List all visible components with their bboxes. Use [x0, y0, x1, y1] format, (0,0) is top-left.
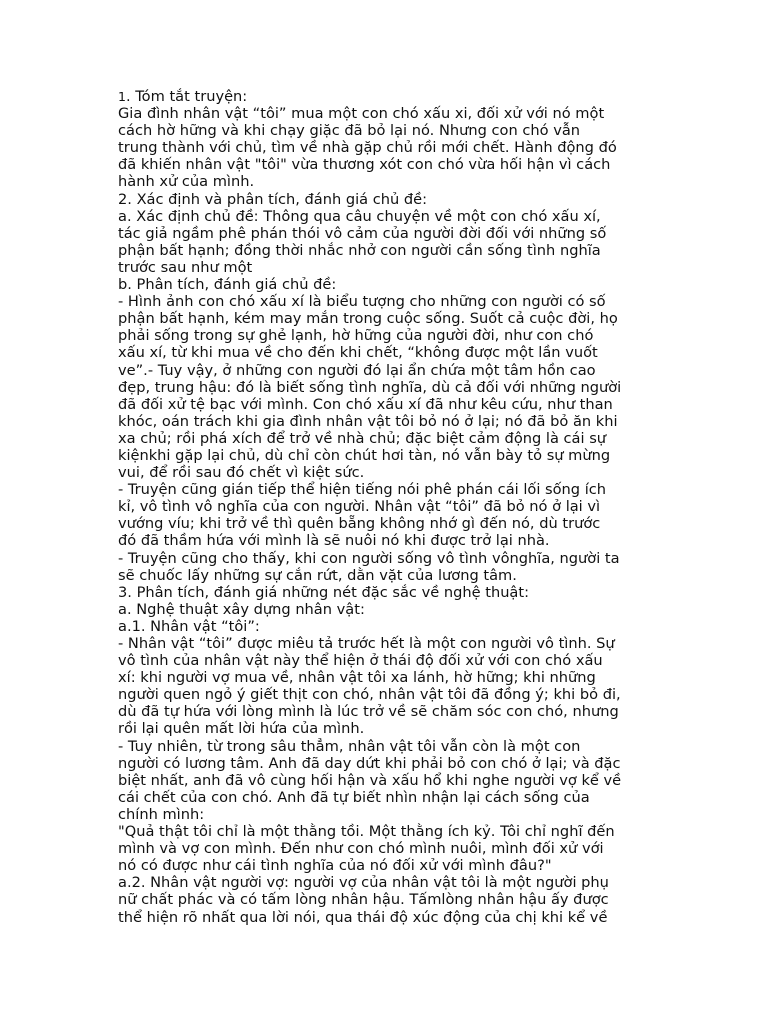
- document-body: [118, 105, 653, 926]
- text-line: vô tình của nhân vật này thể hiện ở thái độ đối xử với con chó xấu: [118, 652, 603, 670]
- text-line: phận bất hạnh; đồng thời nhắc nhở con người cần sống tình nghĩa: [118, 241, 601, 259]
- text-line: chính mình:: [118, 805, 205, 823]
- text-line: người quen ngỏ ý giết thịt con chó, nhân vật tôi đã đồng ý; khi bỏ đi,: [118, 686, 621, 704]
- text-line: a.2. Nhân vật người vợ: người vợ của nhân vật tôi là một người phụ: [118, 874, 609, 892]
- text-line: xấu xí, từ khi mua về cho đến khi chết, “không được một lần vuốt: [118, 344, 598, 362]
- text-line: biệt nhất, anh đã vô cùng hối hận và xấu hổ khi nghe người vợ kể về: [118, 771, 622, 789]
- text-line: kỉ, vô tình vô nghĩa của con người. Nhân vật “tôi” đã bỏ nó ở lại vì: [118, 498, 601, 516]
- text-line: vui, để rồi sau đó chết vì kiệt sức.: [118, 464, 365, 482]
- text-line: Gia đình nhân vật “tôi” mua một con chó xấu xi, đối xử với nó một: [118, 105, 605, 123]
- text-line: cái chết của con chó. Anh đã tự biết nhìn nhận lại cách sống của: [118, 788, 590, 806]
- text-line: đã khiến nhân vật "tôi" vừa thương xót con chó vừa hối hận vì cách: [118, 156, 611, 174]
- text-line: rồi lại quên mất lời hứa của mình.: [118, 720, 365, 738]
- text-line: 3. Phân tích, đánh giá những nét đặc sắc về nghệ thuật:: [118, 583, 530, 601]
- text-line: đẹp, trung hậu: đó là biết sống tình nghĩa, dù cả đối với những người: [118, 378, 622, 396]
- text-line: xí: khi người vợ mua về, nhân vật tôi xa lánh, hờ hững; khi những: [118, 669, 596, 687]
- text-line: sẽ chuốc lấy những sự cắn rứt, dằn vặt của lương tâm.: [118, 566, 517, 584]
- text-line: trước sau như một: [118, 258, 253, 276]
- text-line: cách hờ hững và khi chạy giặc đã bỏ lại nó. Nhưng con chó vẫn: [118, 122, 581, 140]
- text-line: nữ chất phác và có tấm lòng nhân hậu. Tấmlòng nhân hậu ấy được: [118, 891, 609, 909]
- heading-number: 1: [118, 89, 126, 104]
- text-line: đã đối xử tệ bạc với mình. Con chó xấu xí đã như kêu cứu, như than: [118, 395, 613, 413]
- text-line: hành xử của mình.: [118, 173, 255, 191]
- text-line: trung thành với chủ, tìm về nhà gặp chủ rồi mới chết. Hành động đó: [118, 139, 617, 157]
- text-line: kiệnkhi gặp lại chủ, dù chỉ còn chút hơi tàn, nó vẫn bày tỏ sự mừng: [118, 446, 611, 464]
- text-line: phải sống trong sự ghẻ lạnh, hờ hững của người đời, như con chó: [118, 327, 594, 345]
- text-line: vướng víu; khi trở về thì quên bẵng không nhớ gì đến nó, dù trước: [118, 515, 601, 533]
- text-line: - Tuy nhiên, từ trong sâu thẳm, nhân vật tôi vẫn còn là một con: [118, 737, 581, 755]
- text-line: người có lương tâm. Anh đã day dứt khi phải bỏ con chó ở lại; và đặc: [118, 754, 621, 772]
- heading-summary: [118, 88, 653, 105]
- text-line: ve”.- Tuy vậy, ở những con người đó lại ẩn chứa một tâm hồn cao: [118, 361, 596, 379]
- text-line: khóc, oán trách khi gia đình nhân vật tôi bỏ nó ở lại; nó đã bỏ ăn khi: [118, 412, 618, 430]
- text-line: đó đã thầm hứa với mình là sẽ nuôi nó khi được trở lại nhà.: [118, 532, 550, 550]
- text-line: - Truyện cũng cho thấy, khi con người sống vô tình vônghĩa, người ta: [118, 549, 620, 567]
- text-line: 2. Xác định và phân tích, đánh giá chủ đề:: [118, 190, 428, 208]
- heading-summary-text: . Tóm tắt truyện:: [125, 88, 248, 105]
- text-line: phận bất hạnh, kém may mắn trong cuộc sống. Suốt cả cuộc đời, họ: [118, 310, 618, 328]
- text-line: mình và vợ con mình. Đến như con chó mình nuôi, mình đối xử với: [118, 840, 604, 858]
- text-line: a. Nghệ thuật xây dựng nhân vật:: [118, 600, 365, 618]
- text-line: b. Phân tích, đánh giá chủ đề:: [118, 276, 337, 294]
- text-line: a. Xác định chủ đề: Thông qua câu chuyện về một con chó xấu xí,: [118, 207, 601, 225]
- text-line: nó có được như cái tình nghĩa của nó đối xử với mình đâu?": [118, 857, 552, 875]
- document-page: [118, 88, 653, 926]
- text-line: thể hiện rõ nhất qua lời nói, qua thái độ xúc động của chị khi kể về: [118, 908, 608, 926]
- text-line: - Truyện cũng gián tiếp thể hiện tiếng nói phê phán cái lối sống ích: [118, 481, 607, 499]
- text-line: dù đã tự hứa với lòng mình là lúc trở về sẽ chăm sóc con chó, nhưng: [118, 703, 619, 721]
- text-line: tác giả ngầm phê phán thói vô cảm của người đời đối với những số: [118, 224, 607, 242]
- text-line: xa chủ; rồi phá xích để trở về nhà chủ; đặc biệt cảm động là cái sự: [118, 429, 607, 447]
- text-line: a.1. Nhân vật “tôi”:: [118, 617, 260, 635]
- text-line: - Nhân vật “tôi” được miêu tả trước hết là một con người vô tình. Sự: [118, 635, 615, 652]
- text-line: "Quả thật tôi chỉ là một thằng tồi. Một thằng ích kỷ. Tôi chỉ nghĩ đến: [118, 823, 615, 841]
- text-line: - Hình ảnh con chó xấu xí là biểu tượng cho những con người có số: [118, 293, 606, 311]
